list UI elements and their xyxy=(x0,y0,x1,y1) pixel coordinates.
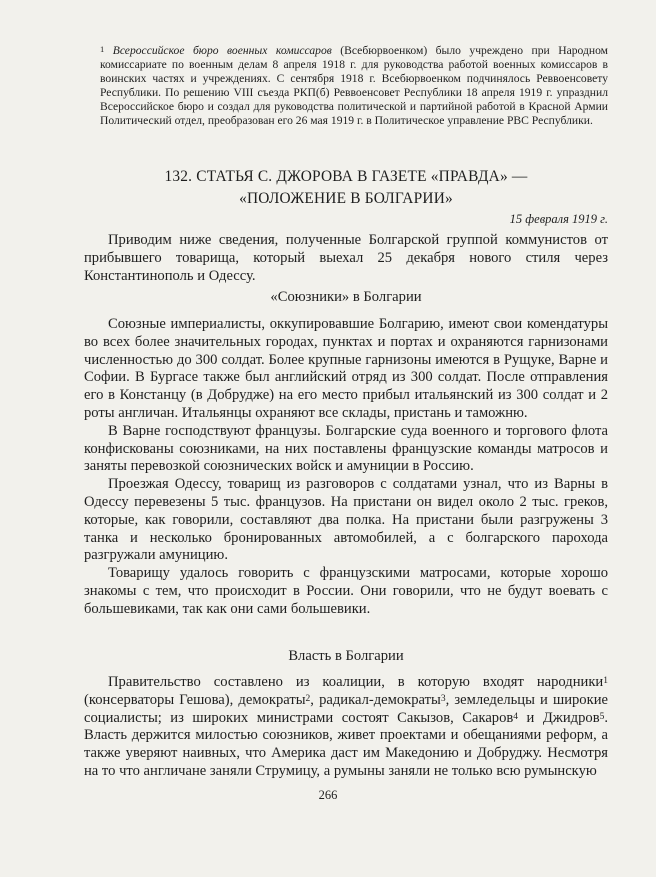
footnote xyxy=(84,44,608,127)
section-heading-allies: «Союзники» в Болгарии xyxy=(270,289,422,305)
intro-text: Приводим ниже сведения, полученные Болгарской группой коммунистов от прибывшего товарища, который выехал 25 декабря нового стиля через Константинополь и Одессу. xyxy=(84,232,608,284)
text-run: (консерваторы Гешова), демократы xyxy=(84,691,306,708)
text-run: , радикал-демократы xyxy=(310,691,441,708)
section-allies xyxy=(84,316,608,619)
footnote-ref: 5 xyxy=(599,711,605,722)
footnote-ref: 1 xyxy=(603,676,608,686)
text-run: , земледельцы и широкие социалисты; из широких министрами состоят Сакызов, Сакаров xyxy=(84,691,608,726)
footnote-ref: 3 xyxy=(440,693,446,704)
paragraph: В Варне господствуют французы. Болгарские суда военного и торгового флота конфискованы союзниками, на них поставлены французские команды матросов и заняты перевозкой союзнических войск и амуниции в Россию. xyxy=(84,422,608,475)
title-line-2: «ПОЛОЖЕНИЕ В БОЛГАРИИ» xyxy=(239,190,453,207)
footnote-body xyxy=(84,44,608,127)
title-line-1: 132. СТАТЬЯ С. ДЖОРОВА В ГАЗЕТЕ «ПРАВДА» — xyxy=(164,168,528,185)
footnote-text: (Всебюрвоенком) было учреждено при Народном комиссариате по военным делам 8 апреля 1918 г. для руководства работой военных комиссаров в воинских частях и учреждениях. С сентября 1918 г. Всебюрвоенком подчинялось Реввоенсовету Республики. По решению VIII съезда РКП(б) Реввоенсовет Республики 18 апреля 1919 г. упразднил Всероссийское бюро и создал для руководства политической и партийной работой в Красной Армии Политический отдел, преобразован его 26 мая 1919 г. в Политическое управление РВС Республики. xyxy=(100,44,608,127)
paragraph: Союзные империалисты, оккупировавшие Болгарию, имеют свои комендатуры во всех более значительных городах, пунктах и портах и охраняются гарнизонами численностью до 300 солдат. Более крупные гарнизоны имеются в Рущуке, Варне и Софии. В Бургасе также был английский отряд из 300 солдат. После отправления его в Констанцу (в Добрудже) на его место прибыл итальянский из 300 солдат и 2 роты англичан. Итальянцы охраняют все склады, пристань и таможню. xyxy=(84,316,608,421)
text-run: . Власть держится милостью союзников, живет проектами и обещаниями реформ, а также уверяют наивных, что Америка даст им Македонию и Добруджу. Несмотря на то что англичане заняли Струмицу, а румыны заняли не только всю румынскую xyxy=(84,709,608,779)
footnote-term: Всероссийское бюро военных комиссаров xyxy=(112,44,332,57)
intro-paragraph xyxy=(84,232,608,285)
section-heading-power: Власть в Болгарии xyxy=(288,648,404,664)
footnote-ref: 2 xyxy=(305,693,311,704)
paragraph: Товарищу удалось говорить с французскими матросами, которые хорошо знакомы с тем, что происходит в России. Они говорили, что не будут воевать с большевиками, так как они сами большевики. xyxy=(84,565,608,617)
footnote-number: 1 xyxy=(100,44,105,54)
document-title xyxy=(84,166,608,210)
text-run: и Джидров xyxy=(518,709,600,726)
document-date: 15 февраля 1919 г. xyxy=(509,212,608,226)
paragraph: Проезжая Одессу, товарищ из разговоров с солдатами узнал, что из Варны в Одессу перевезены 5 тыс. французов. На пристани он видел около 2 тыс. греков, которые, как говорили, составляют два полка. На пристани были разгружены 3 танка и несколько бронированных автомобилей, а с болгарского парохода разгружали амуницию. xyxy=(84,476,608,564)
page-number: 266 xyxy=(318,788,338,802)
footnote-ref: 4 xyxy=(513,711,519,722)
text-run: Правительство составлено из коалиции, в которую входят народники xyxy=(108,674,604,690)
section-power xyxy=(84,674,608,781)
paragraph xyxy=(84,674,608,781)
